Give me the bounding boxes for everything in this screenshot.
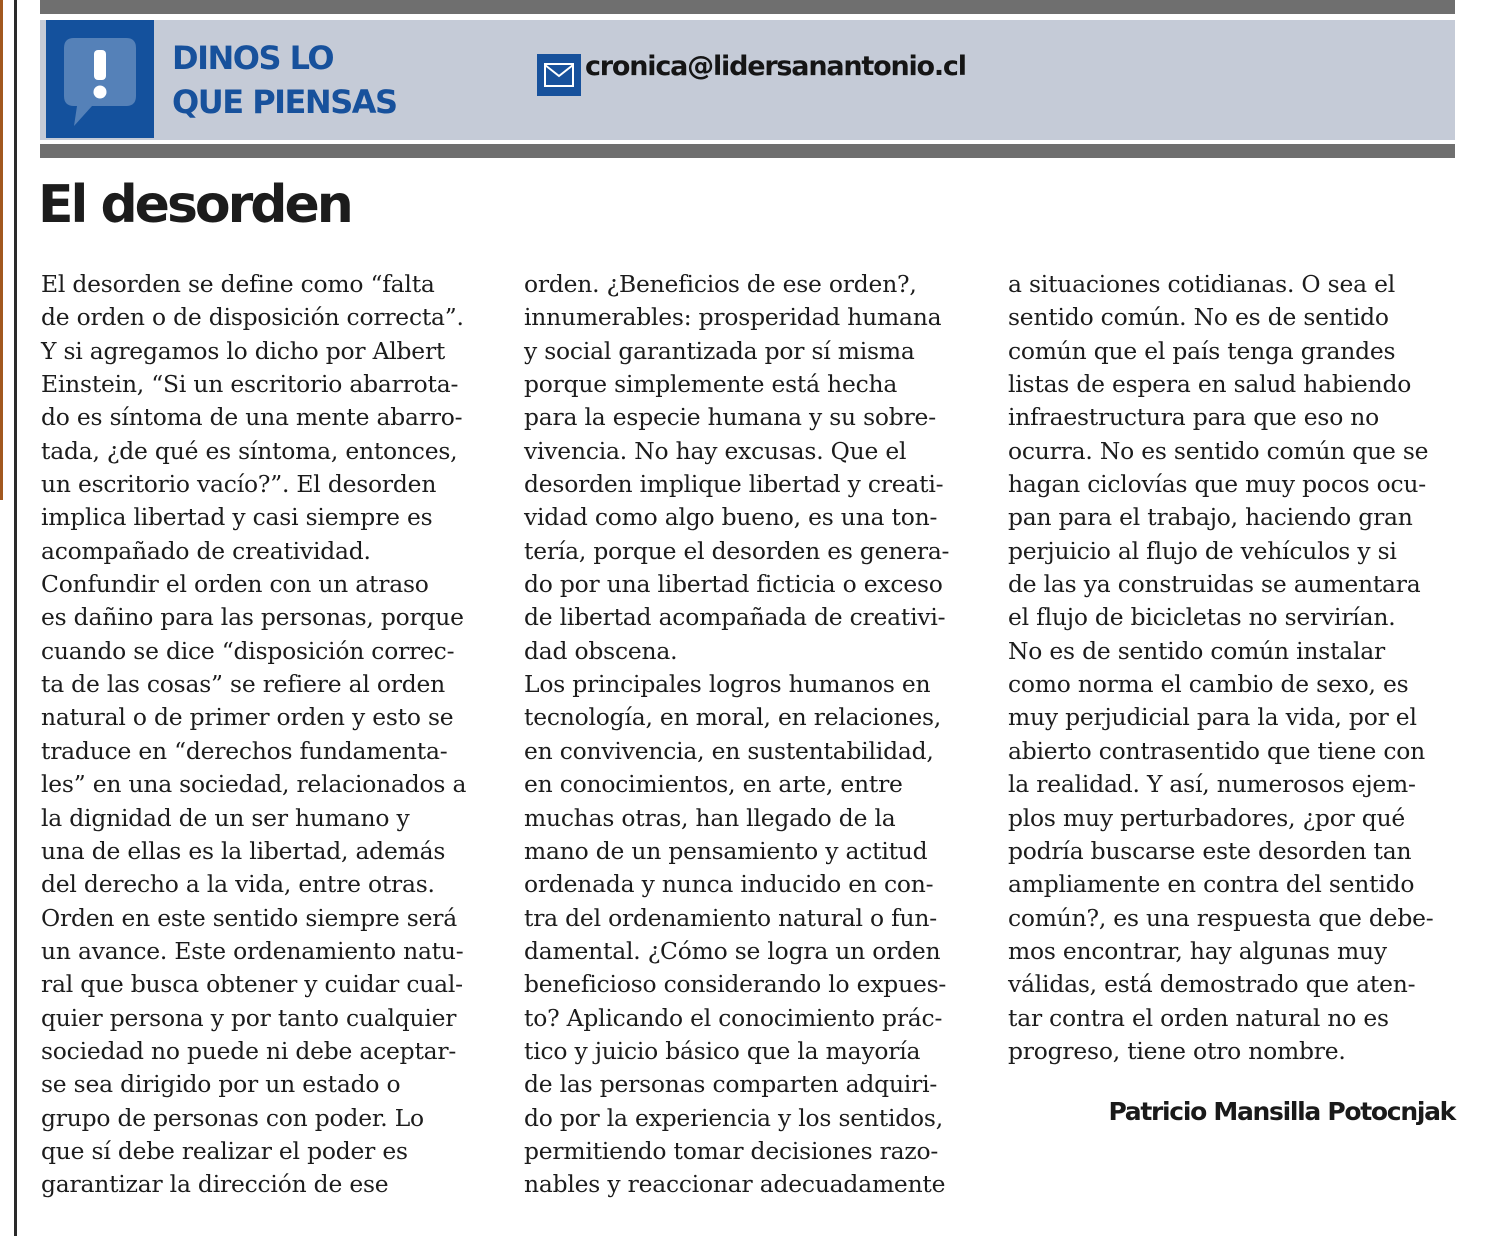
article-line: implica libertad y casi siempre es [41, 503, 433, 532]
article-line: tico y juicio básico que la mayoría [524, 1036, 921, 1065]
article-line: garantizar la dirección de ese [41, 1170, 389, 1199]
article-title: El desorden [38, 175, 351, 235]
article-line: ordenada y nunca inducido en con- [524, 870, 934, 899]
article-line: innumerables: prosperidad humana [524, 303, 942, 332]
article-line: do por una libertad ficticia o exceso [524, 570, 943, 599]
article-line: tra del ordenamiento natural o fun- [524, 903, 937, 932]
article-line: Y si agregamos lo dicho por Albert [41, 336, 446, 365]
contact-email[interactable] [537, 51, 966, 96]
article-line: sociedad no puede ni debe aceptar- [41, 1036, 457, 1065]
article-line: ampliamente en contra del sentido [1008, 870, 1415, 899]
article-line: ral que busca obtener y cuidar cual- [41, 970, 463, 999]
page-edge-accent [0, 0, 3, 500]
article-line: es dañino para las personas, porque [41, 603, 464, 632]
article-line: beneficioso considerando lo expues- [524, 970, 947, 999]
article-line: permitiendo tomar decisiones razo- [524, 1136, 939, 1165]
article-column-2 [524, 268, 979, 1202]
banner-bottom-rule [40, 144, 1455, 158]
article-line: natural o de primer orden y esto se [41, 703, 454, 732]
article-line: que sí debe realizar el poder es [41, 1136, 408, 1165]
article-line: de orden o de disposición correcta”. [41, 303, 464, 332]
article-line: to? Aplicando el conocimiento prác- [524, 1003, 943, 1032]
article-line: listas de espera en salud habiendo [1008, 370, 1412, 399]
article-line: do es síntoma de una mente abarro- [41, 403, 463, 432]
article-line: tería, porque el desorden es genera- [524, 536, 950, 565]
article-line: nables y reaccionar adecuadamente [524, 1170, 946, 1199]
article-line: válidas, está demostrado que aten- [1008, 970, 1416, 999]
article-line: tar contra el orden natural no es [1008, 1003, 1389, 1032]
section-title-line2: QUE PIENSAS [172, 83, 397, 121]
article-line: un avance. Este ordenamiento natu- [41, 936, 464, 965]
article-line: ocurra. No es sentido común que se [1008, 436, 1429, 465]
article-line: para la especie humana y su sobre- [524, 403, 936, 432]
article-line: acompañado de creatividad. [41, 536, 371, 565]
article-line: y social garantizada por sí misma [524, 336, 915, 365]
article-line: damental. ¿Cómo se logra un orden [524, 936, 941, 965]
article-line: Los principales logros humanos en [524, 670, 931, 699]
article-line: traduce en “derechos fundamenta- [41, 736, 448, 765]
article-line: podría buscarse este desorden tan [1008, 836, 1412, 865]
exclamation-speech-bubble-icon [46, 20, 154, 138]
article-line: porque simplemente está hecha [524, 370, 898, 399]
article-column-3 [1008, 268, 1463, 1068]
article-line: la dignidad de un ser humano y [41, 803, 410, 832]
email-address[interactable]: cronica@lidersanantonio.cl [585, 51, 966, 82]
banner-top-rule [40, 0, 1455, 14]
section-banner [40, 20, 1455, 140]
article-line: la realidad. Y así, numerosos ejem- [1008, 770, 1416, 799]
section-title [172, 36, 452, 124]
article-line: Orden en este sentido siempre será [41, 903, 457, 932]
article-line: una de ellas es la libertad, además [41, 836, 446, 865]
article-line: dad obscena. [524, 636, 678, 665]
article-line: Confundir el orden con un atraso [41, 570, 429, 599]
article-line: Einstein, “Si un escritorio abarrota- [41, 370, 459, 399]
article-line: orden. ¿Beneficios de ese orden?, [524, 270, 917, 298]
article-line: vidad como algo bueno, es una ton- [524, 503, 938, 532]
article-line: vivencia. No hay excusas. Que el [524, 436, 907, 465]
article-line: común que el país tenga grandes [1008, 336, 1396, 365]
article-line: de las personas comparten adquiri- [524, 1070, 938, 1099]
article-line: mano de un pensamiento y actitud [524, 836, 928, 865]
article-line: grupo de personas con poder. Lo [41, 1103, 424, 1132]
article-line: como norma el cambio de sexo, es [1008, 670, 1409, 699]
article-line: a situaciones cotidianas. O sea el [1008, 270, 1395, 298]
article-line: tecnología, en moral, en relaciones, [524, 703, 942, 732]
article-line: muchas otras, han llegado de la [524, 803, 896, 832]
article-line: abierto contrasentido que tiene con [1008, 736, 1426, 765]
article-line: desorden implique libertad y creati- [524, 470, 944, 499]
section-title-line1: DINOS LO [172, 39, 334, 77]
article-line: en convivencia, en sustentabilidad, [524, 736, 934, 765]
article-line: el flujo de bicicletas no servirían. [1008, 603, 1396, 632]
article-line: tada, ¿de qué es síntoma, entonces, [41, 436, 458, 465]
article-line: de libertad acompañada de creativi- [524, 603, 946, 632]
envelope-icon [537, 54, 581, 96]
article-line: ta de las cosas” se refiere al orden [41, 670, 445, 699]
article-author: Patricio Mansilla Potocnjak [1108, 1097, 1455, 1126]
article-line: infraestructura para que eso no [1008, 403, 1380, 432]
article-line: común?, es una respuesta que debe- [1008, 903, 1434, 932]
article-line: se sea dirigido por un estado o [41, 1070, 401, 1099]
article-line: plos muy perturbadores, ¿por qué [1008, 803, 1406, 832]
article-line: quier persona y por tanto cualquier [41, 1003, 457, 1032]
article-line: mos encontrar, hay algunas muy [1008, 936, 1387, 965]
article-line: do por la experiencia y los sentidos, [524, 1103, 943, 1132]
article-line: hagan ciclovías que muy pocos ocu- [1008, 470, 1426, 499]
article-line: del derecho a la vida, entre otras. [41, 870, 435, 899]
article-line: muy perjudicial para la vida, por el [1008, 703, 1417, 732]
article-line: en conocimientos, en arte, entre [524, 770, 903, 799]
article-line: cuando se dice “disposición correc- [41, 636, 455, 665]
page-edge-rule [14, 0, 17, 1236]
article-line: pan para el trabajo, haciendo gran [1008, 503, 1413, 532]
article-line: sentido común. No es de sentido [1008, 303, 1389, 332]
article-line: El desorden se define como “falta [41, 270, 435, 298]
article-line: perjuicio al flujo de vehículos y si [1008, 536, 1397, 565]
article-column-1 [41, 268, 496, 1202]
article-line: No es de sentido común instalar [1008, 636, 1386, 665]
article-line: les” en una sociedad, relacionados a [41, 770, 467, 799]
article-line: un escritorio vacío?”. El desorden [41, 470, 437, 499]
article-line: de las ya construidas se aumentara [1008, 570, 1421, 599]
article-line: progreso, tiene otro nombre. [1008, 1036, 1346, 1065]
